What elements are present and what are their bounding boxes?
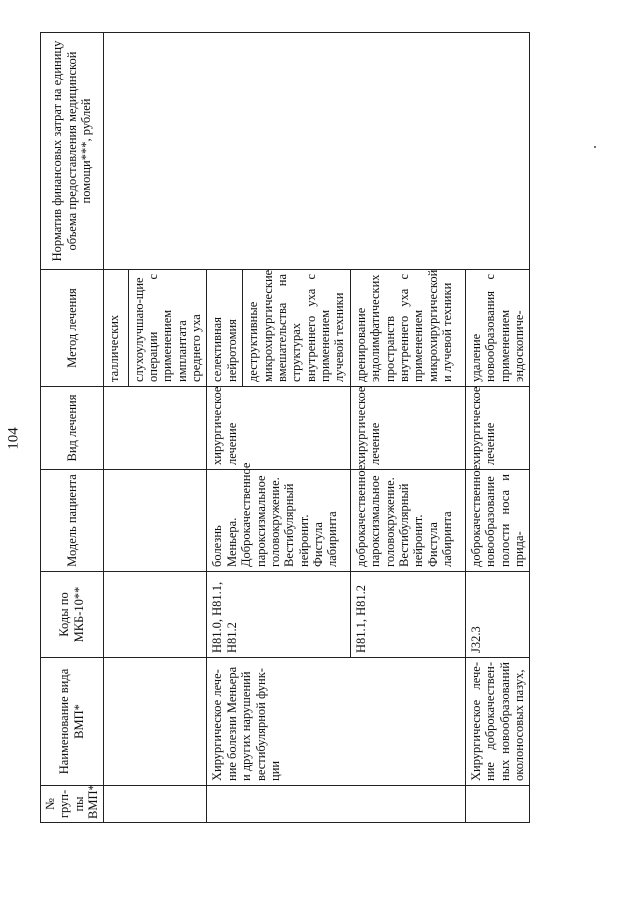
cell-model-block3: доброкачественное новообразование полости носа и прида- <box>465 470 530 572</box>
page-number: 104 <box>5 427 22 450</box>
table-row <box>103 33 128 823</box>
cell-method-block3: удаление новообразования с применением эндоскопиче- <box>465 270 530 387</box>
cell-codes-empty <box>103 572 207 658</box>
cell-model-block2: доброкачественное пароксизмальное головокружение. Вестибулярный нейронит. Фистула лабиринта <box>350 470 465 572</box>
cell-codes-block2: H81.1, H81.2 <box>350 572 465 658</box>
table-container <box>40 33 551 823</box>
cell-model-empty <box>103 470 207 572</box>
cell-method-block1-2: деструктивные микрохирургические вмешательства на структурах внутреннего уха с применением лучевой техники <box>243 270 351 387</box>
cell-group-empty <box>103 786 207 823</box>
cell-method-cont-2: слухоулучшаю-щие операции с применением имплантата среднего уха <box>128 270 207 387</box>
cell-type-block3: хирургическое лечение <box>465 387 530 470</box>
scan-speck <box>594 146 596 148</box>
cell-type-block2: хирургическое лечение <box>350 387 465 470</box>
cell-codes-block3: J32.3 <box>465 572 530 658</box>
cell-cost-empty <box>103 33 530 270</box>
vmp-table <box>40 32 530 823</box>
header-group-no: № груп-пы ВМП* <box>41 786 104 823</box>
header-icd-codes: Коды по МКБ-10** <box>41 572 104 658</box>
cell-codes-block1: H81.0, H81.1, H81.2 <box>207 572 350 658</box>
cell-group-block3 <box>465 786 530 823</box>
cell-type-empty <box>103 387 207 470</box>
rotated-table <box>40 33 551 823</box>
header-cost-standard: Норматив финансовых затрат на единицу объема предоставления медицинской помощи***, рублей <box>41 33 104 270</box>
cell-model-block1: болезнь Меньера. Доброкачественное пароксизмальное головокружение. Вестибулярный нейронит. Фистула лабиринта <box>207 470 350 572</box>
cell-name-block1: Хирургическое лече-ние болезни Меньера и других нарушений вестибулярной функ-ции <box>207 658 465 786</box>
header-vmp-name: Наименование вида ВМП* <box>41 658 104 786</box>
table-header-row <box>41 33 104 823</box>
cell-type-block1: хирургическое лечение <box>207 387 350 470</box>
cell-method-block2: дренирование эндолимфатических пространств внутреннего уха с применением микрохирургической и лучевой техники <box>350 270 465 387</box>
cell-name-block3: Хирургическое лече-ние доброкачествен-ных новообразований околоносовых пазух, <box>465 658 530 786</box>
header-treatment-method: Метод лечения <box>41 270 104 387</box>
cell-group-block1 <box>207 786 465 823</box>
cell-name-empty <box>103 658 207 786</box>
header-treatment-type: Вид лечения <box>41 387 104 470</box>
header-patient-model: Модель пациента <box>41 470 104 572</box>
cell-method-block1-1: селективная нейротомия <box>207 270 243 387</box>
cell-method-cont-1: таллических <box>103 270 128 387</box>
